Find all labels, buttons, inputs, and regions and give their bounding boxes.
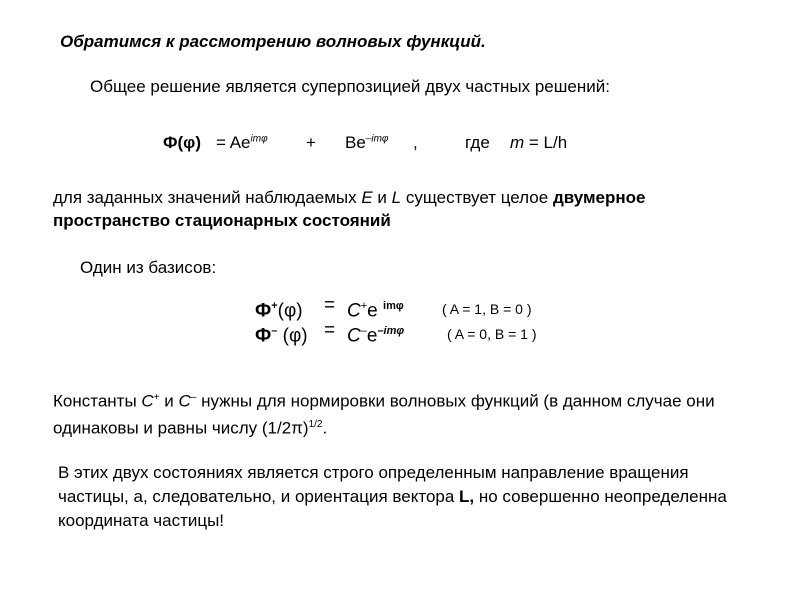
formula-term1: = $Ae^{im\varphi}$ bbox=[216, 133, 268, 152]
basis-row1-equals: = bbox=[324, 295, 336, 316]
basis-row2-equals: = bbox=[324, 320, 336, 341]
formula-term2: $Be^{-im\varphi}$ bbox=[345, 133, 389, 152]
formula-lhs: Ф(φ) bbox=[163, 133, 201, 152]
basis-phi-plus-rhs: C+e $^{im\varphi}$ bbox=[347, 300, 404, 322]
intro-sentence: Общее решение является суперпозицией двух частных решений: bbox=[90, 77, 610, 96]
basis-phi-minus-rhs: $C^-e^{-im\varphi}$ bbox=[347, 325, 405, 347]
paragraph-two-dimensional-space: для заданных значений наблюдаемых E и L существует целое двумерное пространство стационарных состояний bbox=[53, 188, 646, 230]
formula-comma: , bbox=[413, 133, 418, 152]
basis-row2-condition: ( A = 0, B = 1 ) bbox=[447, 326, 537, 342]
basis-phi-plus-lhs: Ф+(φ) bbox=[255, 300, 303, 322]
formula-m-definition: m = L/h bbox=[510, 133, 568, 152]
paragraph-normalization-constants: Константы C+ и C– нужны для нормировки волновых функций (в данном случае они одинаковы и равны числу $(1/2\pi)^{1/2}$. bbox=[53, 391, 715, 438]
formula-where: где bbox=[465, 133, 490, 152]
basis-row1-condition: ( A = 1, B = 0 ) bbox=[442, 301, 532, 317]
slide-title: Обратимся к рассмотрению волновых функций. bbox=[60, 32, 486, 51]
paragraph-rotation-direction: В этих двух состояниях является строго определенным направление вращения частицы, а, следовательно, и ориентация вектора L, но совершенно неопределенна координата частицы! bbox=[58, 463, 727, 530]
formula-plus: + bbox=[306, 133, 316, 152]
basis-phi-minus-lhs: Ф– (φ) bbox=[255, 325, 308, 347]
basis-label: Один из базисов: bbox=[80, 258, 217, 277]
